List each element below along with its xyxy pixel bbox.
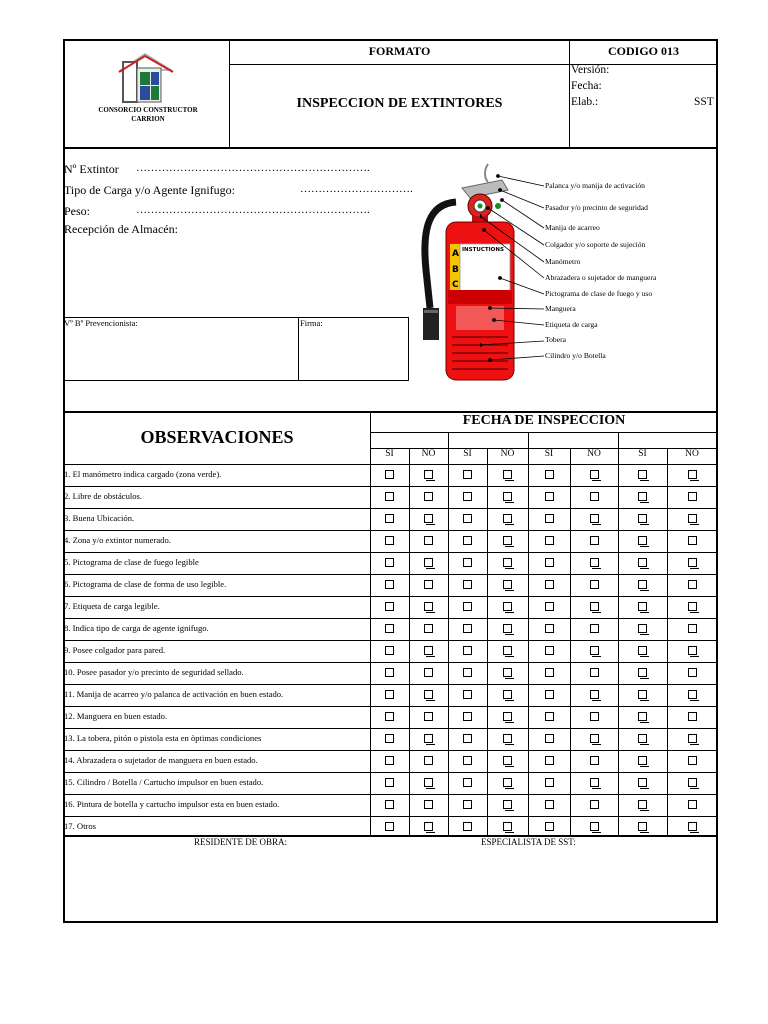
checkbox-row-9-col-2[interactable] bbox=[424, 646, 433, 655]
vb-label: Vº Bº Prevencionista: bbox=[64, 318, 138, 328]
document-code: CODIGO 013 bbox=[607, 44, 679, 58]
checkbox-row-9-col-3[interactable] bbox=[463, 646, 472, 655]
checkbox-row-4-col-1[interactable] bbox=[385, 536, 394, 545]
checkbox-row-14-col-7[interactable] bbox=[638, 756, 647, 765]
elab-label: Elab.: bbox=[571, 96, 599, 108]
diagram-leader-lines bbox=[480, 170, 550, 365]
checkbox-row-12-col-8[interactable] bbox=[688, 712, 697, 721]
checkbox-row-3-col-3[interactable] bbox=[463, 514, 472, 523]
checkbox-row-17-col-6[interactable] bbox=[590, 822, 599, 831]
checkbox-row-13-col-2[interactable] bbox=[424, 734, 433, 743]
checkbox-row-4-col-7[interactable] bbox=[638, 536, 647, 545]
checkbox-row-5-col-1[interactable] bbox=[385, 558, 394, 567]
checkbox-row-13-col-8[interactable] bbox=[688, 734, 697, 743]
observation-item: 12. Manguera en buen estado. bbox=[64, 711, 168, 721]
label-pictograma: Pictograma de clase de fuego y uso bbox=[545, 289, 653, 298]
checkbox-row-14-col-4[interactable] bbox=[503, 756, 512, 765]
checkbox-row-6-col-2[interactable] bbox=[424, 580, 433, 589]
checkbox-row-1-col-5[interactable] bbox=[545, 470, 554, 479]
checkbox-row-12-col-1[interactable] bbox=[385, 712, 394, 721]
checkbox-row-6-col-5[interactable] bbox=[545, 580, 554, 589]
label-cilindro: Cilindro y/o Botella bbox=[545, 351, 606, 360]
checkbox-row-14-col-3[interactable] bbox=[463, 756, 472, 765]
checkbox-row-10-col-6[interactable] bbox=[590, 668, 599, 677]
checkbox-row-16-col-3[interactable] bbox=[463, 800, 472, 809]
checkbox-row-1-col-8[interactable] bbox=[688, 470, 697, 479]
checkbox-row-8-col-3[interactable] bbox=[463, 624, 472, 633]
checkbox-row-15-col-4[interactable] bbox=[503, 778, 512, 787]
checkbox-row-15-col-5[interactable] bbox=[545, 778, 554, 787]
version-label: Versión: bbox=[571, 64, 610, 76]
firma-label[interactable]: Firma: bbox=[300, 318, 323, 328]
label-manguera: Manguera bbox=[545, 304, 576, 313]
checkbox-row-8-col-6[interactable] bbox=[590, 624, 599, 633]
checkbox-row-1-col-7[interactable] bbox=[638, 470, 647, 479]
checkbox-row-8-col-8[interactable] bbox=[688, 624, 697, 633]
checkbox-row-3-col-5[interactable] bbox=[545, 514, 554, 523]
checkbox-row-7-col-2[interactable] bbox=[424, 602, 433, 611]
carga-field[interactable]: …………………………. bbox=[300, 183, 413, 195]
fecha-inspeccion-title: FECHA DE INSPECCION bbox=[462, 413, 626, 428]
checkbox-row-16-col-6[interactable] bbox=[590, 800, 599, 809]
checkbox-row-11-col-4[interactable] bbox=[503, 690, 512, 699]
checkbox-row-2-col-8[interactable] bbox=[688, 492, 697, 501]
carga-label: Tipo de Carga y/o Agente Ignifugo: bbox=[64, 183, 235, 197]
format-label: FORMATO bbox=[368, 44, 431, 58]
checkbox-row-16-col-5[interactable] bbox=[545, 800, 554, 809]
checkbox-row-11-col-7[interactable] bbox=[638, 690, 647, 699]
checkbox-row-11-col-8[interactable] bbox=[688, 690, 697, 699]
checkbox-row-3-col-1[interactable] bbox=[385, 514, 394, 523]
checkbox-row-6-col-7[interactable] bbox=[638, 580, 647, 589]
checkbox-row-6-col-4[interactable] bbox=[503, 580, 512, 589]
observation-item: 6. Pictograma de clase de forma de uso legible. bbox=[64, 579, 227, 589]
checkbox-row-6-col-6[interactable] bbox=[590, 580, 599, 589]
observation-item: 5. Pictograma de clase de fuego legible bbox=[64, 557, 199, 567]
checkbox-row-3-col-8[interactable] bbox=[688, 514, 697, 523]
checkbox-row-12-col-2[interactable] bbox=[424, 712, 433, 721]
checkbox-row-5-col-8[interactable] bbox=[688, 558, 697, 567]
checkbox-row-8-col-4[interactable] bbox=[503, 624, 512, 633]
checkbox-row-15-col-1[interactable] bbox=[385, 778, 394, 787]
checkbox-row-8-col-2[interactable] bbox=[424, 624, 433, 633]
checkbox-row-14-col-1[interactable] bbox=[385, 756, 394, 765]
no-header-1: NO bbox=[421, 449, 436, 459]
no-header-2: NO bbox=[500, 449, 515, 459]
no-header-4: NO bbox=[685, 449, 699, 459]
checkbox-row-14-col-6[interactable] bbox=[590, 756, 599, 765]
svg-text:A: A bbox=[452, 249, 459, 259]
checkbox-row-11-col-2[interactable] bbox=[424, 690, 433, 699]
checkbox-row-10-col-8[interactable] bbox=[688, 668, 697, 677]
company-logo bbox=[115, 50, 177, 104]
checkbox-row-12-col-7[interactable] bbox=[638, 712, 647, 721]
observation-item: 1. El manómetro indica cargado (zona verde). bbox=[64, 469, 222, 479]
observation-item: 15. Cilindro / Botella / Cartucho impulsor en buen estado. bbox=[64, 777, 264, 787]
checkbox-row-8-col-7[interactable] bbox=[638, 624, 647, 633]
checkbox-row-17-col-5[interactable] bbox=[545, 822, 554, 831]
checkbox-row-7-col-1[interactable] bbox=[385, 602, 394, 611]
no-header-3: NO bbox=[587, 449, 601, 459]
svg-text:INSTUCTIONS: INSTUCTIONS bbox=[462, 247, 504, 253]
observation-item: 4. Zona y/o extintor numerado. bbox=[64, 535, 171, 545]
label-abrazadera: Abrazadera o sujetador de manguera bbox=[545, 273, 657, 282]
peso-field[interactable]: ………………………………………………………. bbox=[136, 204, 370, 216]
checkbox-row-5-col-6[interactable] bbox=[590, 558, 599, 567]
peso-label: Peso: bbox=[64, 204, 91, 218]
checkbox-row-10-col-7[interactable] bbox=[638, 668, 647, 677]
checkbox-row-6-col-1[interactable] bbox=[385, 580, 394, 589]
checkbox-row-14-col-2[interactable] bbox=[424, 756, 433, 765]
label-tobera: Tobera bbox=[545, 335, 566, 344]
checkbox-row-3-col-2[interactable] bbox=[424, 514, 433, 523]
checkbox-row-5-col-2[interactable] bbox=[424, 558, 433, 567]
si-header-1: SI bbox=[385, 449, 394, 459]
checkbox-row-2-col-6[interactable] bbox=[590, 492, 599, 501]
checkbox-row-17-col-1[interactable] bbox=[385, 822, 394, 831]
checkbox-row-14-col-8[interactable] bbox=[688, 756, 697, 765]
checkbox-row-9-col-1[interactable] bbox=[385, 646, 394, 655]
footer-box bbox=[63, 835, 718, 923]
checkbox-row-5-col-7[interactable] bbox=[638, 558, 647, 567]
checkbox-row-17-col-4[interactable] bbox=[503, 822, 512, 831]
observation-item: 2. Libre de obstáculos. bbox=[64, 491, 143, 501]
checkbox-row-4-col-4[interactable] bbox=[503, 536, 512, 545]
checkbox-row-13-col-4[interactable] bbox=[503, 734, 512, 743]
checkbox-row-11-col-1[interactable] bbox=[385, 690, 394, 699]
label-etiqueta: Etiqueta de carga bbox=[545, 320, 598, 329]
checkbox-row-10-col-1[interactable] bbox=[385, 668, 394, 677]
label-palanca: Palanca y/o manija de activación bbox=[545, 181, 645, 190]
checkbox-row-16-col-2[interactable] bbox=[424, 800, 433, 809]
observation-item: 3. Buena Ubicación. bbox=[64, 513, 135, 523]
checkbox-row-12-col-5[interactable] bbox=[545, 712, 554, 721]
observation-item: 10. Posee pasador y/o precinto de seguridad sellado. bbox=[64, 667, 244, 677]
checkbox-row-12-col-6[interactable] bbox=[590, 712, 599, 721]
checkbox-row-16-col-8[interactable] bbox=[688, 800, 697, 809]
extintor-field[interactable]: ………………………………………………………. bbox=[136, 162, 370, 174]
elab-value: SST bbox=[694, 96, 714, 108]
checkbox-row-6-col-3[interactable] bbox=[463, 580, 472, 589]
observation-item: 14. Abrazadera o sujetador de manguera en buen estado. bbox=[64, 755, 258, 765]
observation-item: 17. Otros bbox=[64, 821, 96, 831]
checkbox-row-17-col-7[interactable] bbox=[638, 822, 647, 831]
checkbox-row-13-col-6[interactable] bbox=[590, 734, 599, 743]
checkbox-row-11-col-5[interactable] bbox=[545, 690, 554, 699]
checkbox-row-13-col-3[interactable] bbox=[463, 734, 472, 743]
checkbox-row-2-col-5[interactable] bbox=[545, 492, 554, 501]
checkbox-row-7-col-3[interactable] bbox=[463, 602, 472, 611]
checkbox-row-7-col-6[interactable] bbox=[590, 602, 599, 611]
label-pasador: Pasador y/o precinto de seguridad bbox=[545, 203, 648, 212]
checkbox-row-16-col-7[interactable] bbox=[638, 800, 647, 809]
checkbox-row-15-col-7[interactable] bbox=[638, 778, 647, 787]
especialista-label: ESPECIALISTA DE SST: bbox=[481, 837, 576, 847]
label-manometro: Manómetro bbox=[545, 257, 581, 266]
checkbox-row-4-col-5[interactable] bbox=[545, 536, 554, 545]
checkbox-row-2-col-4[interactable] bbox=[503, 492, 512, 501]
checkbox-row-3-col-4[interactable] bbox=[503, 514, 512, 523]
si-header-2: SI bbox=[463, 449, 472, 459]
checkbox-row-16-col-1[interactable] bbox=[385, 800, 394, 809]
observation-item: 9. Posee colgador para pared. bbox=[64, 645, 166, 655]
checkbox-row-7-col-8[interactable] bbox=[688, 602, 697, 611]
observation-item: 16. Pintura de botella y cartucho impulsor esta en buen estado. bbox=[64, 799, 280, 809]
checkbox-row-11-col-6[interactable] bbox=[590, 690, 599, 699]
svg-text:B: B bbox=[452, 265, 459, 275]
recepcion-label: Recepción de Almacén: bbox=[64, 222, 178, 236]
checkbox-row-17-col-8[interactable] bbox=[688, 822, 697, 831]
checkbox-row-4-col-6[interactable] bbox=[590, 536, 599, 545]
checkbox-row-3-col-6[interactable] bbox=[590, 514, 599, 523]
checkbox-row-9-col-4[interactable] bbox=[503, 646, 512, 655]
checkbox-row-8-col-5[interactable] bbox=[545, 624, 554, 633]
checkbox-row-5-col-4[interactable] bbox=[503, 558, 512, 567]
checkbox-row-2-col-2[interactable] bbox=[424, 492, 433, 501]
checkbox-row-1-col-2[interactable] bbox=[424, 470, 433, 479]
company-name-line1: CONSORCIO CONSTRUCTOR bbox=[98, 106, 198, 114]
checkbox-row-2-col-7[interactable] bbox=[638, 492, 647, 501]
checkbox-row-15-col-6[interactable] bbox=[590, 778, 599, 787]
checkbox-row-12-col-3[interactable] bbox=[463, 712, 472, 721]
observation-item: 8. Indica tipo de carga de agente ignifugo. bbox=[64, 623, 209, 633]
label-colgador: Colgador y/o soporte de sujeción bbox=[545, 240, 646, 249]
checkbox-row-15-col-3[interactable] bbox=[463, 778, 472, 787]
si-header-3: SI bbox=[544, 449, 554, 459]
checkbox-row-9-col-7[interactable] bbox=[638, 646, 647, 655]
checkbox-row-2-col-3[interactable] bbox=[463, 492, 472, 501]
checkbox-row-9-col-6[interactable] bbox=[590, 646, 599, 655]
checkbox-row-9-col-8[interactable] bbox=[688, 646, 697, 655]
checkbox-row-13-col-7[interactable] bbox=[638, 734, 647, 743]
observation-item: 13. La tobera, pitón o pistola esta en òptimas condiciones bbox=[64, 733, 262, 743]
fecha-label: Fecha: bbox=[571, 80, 602, 92]
label-manija: Manija de acarreo bbox=[545, 223, 600, 232]
checkbox-row-10-col-2[interactable] bbox=[424, 668, 433, 677]
checkbox-row-15-col-8[interactable] bbox=[688, 778, 697, 787]
checkbox-row-4-col-3[interactable] bbox=[463, 536, 472, 545]
checkbox-row-1-col-3[interactable] bbox=[463, 470, 472, 479]
checkbox-row-11-col-3[interactable] bbox=[463, 690, 472, 699]
checkbox-row-7-col-5[interactable] bbox=[545, 602, 554, 611]
checkbox-row-13-col-5[interactable] bbox=[545, 734, 554, 743]
checkbox-row-1-col-1[interactable] bbox=[385, 470, 394, 479]
checkbox-row-10-col-5[interactable] bbox=[545, 668, 554, 677]
checkbox-row-7-col-4[interactable] bbox=[503, 602, 512, 611]
company-name-line2: CARRION bbox=[131, 115, 165, 123]
checkbox-row-3-col-7[interactable] bbox=[638, 514, 647, 523]
observaciones-title: OBSERVACIONES bbox=[140, 427, 294, 447]
observation-item: 7. Etiqueta de carga legible. bbox=[64, 601, 160, 611]
checkbox-row-16-col-4[interactable] bbox=[503, 800, 512, 809]
checkbox-row-17-col-2[interactable] bbox=[424, 822, 433, 831]
checkbox-row-9-col-5[interactable] bbox=[545, 646, 554, 655]
checkbox-row-14-col-5[interactable] bbox=[545, 756, 554, 765]
checkbox-row-15-col-2[interactable] bbox=[424, 778, 433, 787]
checkbox-row-17-col-3[interactable] bbox=[463, 822, 472, 831]
extintor-label: Nº Extintor bbox=[64, 162, 119, 176]
checkbox-row-10-col-4[interactable] bbox=[503, 668, 512, 677]
svg-text:C: C bbox=[452, 280, 459, 290]
checkbox-row-10-col-3[interactable] bbox=[463, 668, 472, 677]
document-title: INSPECCION DE EXTINTORES bbox=[296, 96, 503, 111]
checkbox-row-6-col-8[interactable] bbox=[688, 580, 697, 589]
checkbox-row-12-col-4[interactable] bbox=[503, 712, 512, 721]
checkbox-row-4-col-2[interactable] bbox=[424, 536, 433, 545]
observation-item: 11. Manija de acarreo y/o palanca de activación en buen estado. bbox=[64, 689, 284, 699]
checkbox-row-7-col-7[interactable] bbox=[638, 602, 647, 611]
checkbox-row-1-col-6[interactable] bbox=[590, 470, 599, 479]
checkbox-row-2-col-1[interactable] bbox=[385, 492, 394, 501]
checkbox-row-13-col-1[interactable] bbox=[385, 734, 394, 743]
checkbox-row-4-col-8[interactable] bbox=[688, 536, 697, 545]
checkbox-row-1-col-4[interactable] bbox=[503, 470, 512, 479]
checkbox-row-5-col-5[interactable] bbox=[545, 558, 554, 567]
residente-label: RESIDENTE DE OBRA: bbox=[194, 837, 287, 847]
checkbox-row-8-col-1[interactable] bbox=[385, 624, 394, 633]
checkbox-row-5-col-3[interactable] bbox=[463, 558, 472, 567]
si-header-4: SI bbox=[638, 449, 647, 459]
